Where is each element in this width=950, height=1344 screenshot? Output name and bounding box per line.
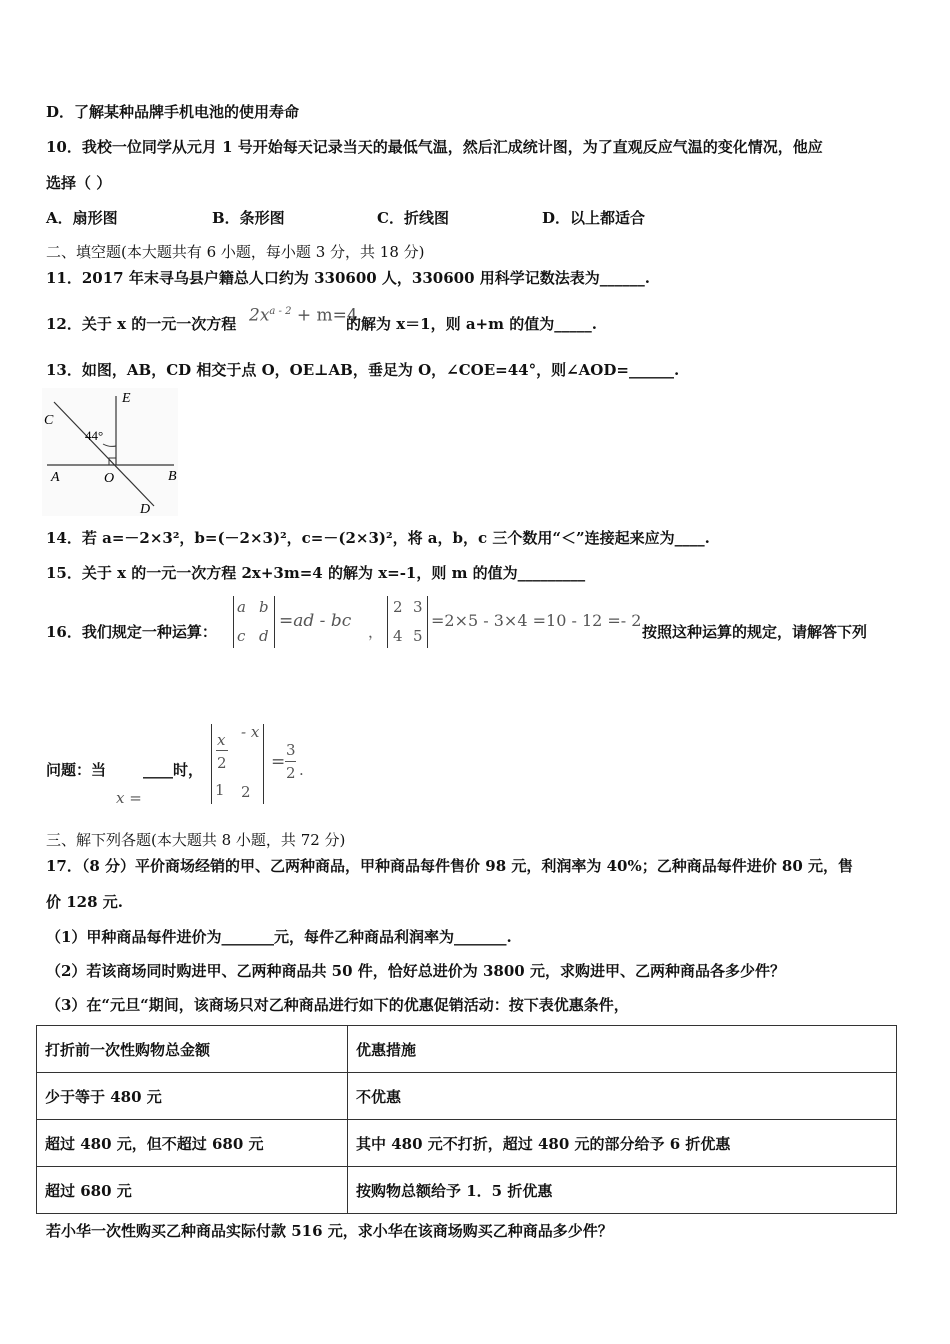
table-cell: 不优惠 bbox=[348, 1073, 897, 1120]
m1-a: a bbox=[237, 598, 246, 616]
table-cell: 超过 680 元 bbox=[37, 1167, 348, 1214]
label-c: C bbox=[44, 413, 54, 428]
q13-figure bbox=[42, 388, 178, 516]
q16-line2-pre: 问题：当 bbox=[46, 761, 107, 779]
q12-eq-base: 2x bbox=[249, 305, 270, 326]
m1-d: d bbox=[259, 627, 269, 645]
m3-den: 2 bbox=[286, 764, 296, 782]
q15: 15．关于 x 的一元一次方程 2x+3m=4 的解为 x=-1，则 m 的值为_________ bbox=[46, 564, 586, 582]
q12-eq-rest: + m=4 bbox=[291, 305, 358, 326]
table-row bbox=[37, 1120, 897, 1167]
m3-two: 2 bbox=[217, 754, 227, 772]
q16-blank: ____时， bbox=[143, 761, 204, 779]
q10-option-c: C．折线图 bbox=[377, 209, 449, 227]
q17-stem-line2: 价 128 元. bbox=[46, 893, 123, 911]
q14: 14．若 a=－2×3²，b=(－2×3)²，c=－(2×3)²，将 a，b，c 三个数用“＜”连接起来应为____. bbox=[46, 529, 710, 547]
table-cell: 超过 480 元，但不超过 680 元 bbox=[37, 1120, 348, 1167]
m3-num: 3 bbox=[286, 741, 296, 759]
m3-two2: 2 bbox=[241, 783, 251, 801]
m2-c: 4 bbox=[393, 627, 403, 645]
q16-post: 按照这种运算的规定，请解答下列 bbox=[642, 623, 868, 641]
table-cell: 少于等于 480 元 bbox=[37, 1073, 348, 1120]
q10-option-d: D．以上都适合 bbox=[542, 209, 646, 227]
table-row bbox=[37, 1026, 897, 1073]
q12-post: 的解为 x＝1，则 a+m 的值为_____. bbox=[346, 315, 597, 333]
q16-pre: 16．我们规定一种运算： bbox=[46, 623, 217, 641]
q16-x-eq: x = bbox=[116, 789, 142, 807]
m3-eq: = bbox=[271, 752, 286, 772]
q17-part3: （3）在“元旦“期间，该商场只对乙种商品进行如下的优惠促销活动：按下表优惠条件， bbox=[46, 996, 629, 1014]
label-d: D bbox=[140, 502, 151, 516]
label-a: A bbox=[51, 470, 60, 485]
label-o: O bbox=[104, 471, 115, 486]
label-b: B bbox=[168, 469, 177, 484]
m1-rhs: =ad - bc bbox=[279, 611, 352, 631]
label-e: E bbox=[122, 391, 131, 406]
q11: 11．2017 年末寻乌县户籍总人口约为 330600 人，330600 用科学记数法表为______. bbox=[46, 269, 650, 287]
q10-stem-line1: 10．我校一位同学从元月 1 号开始每天记录当天的最低气温，然后汇成统计图，为了直观反应气温的变化情况，他应 bbox=[46, 138, 823, 156]
q12-eq-exponent: a - 2 bbox=[269, 306, 292, 317]
q10-option-a: A．扇形图 bbox=[46, 209, 118, 227]
discount-table bbox=[36, 1025, 897, 1214]
q12-pre: 12．关于 x 的一元一次方程 bbox=[46, 315, 237, 333]
m1-c: c bbox=[237, 627, 246, 645]
section-2-heading: 二、填空题(本大题共有 6 小题，每小题 3 分，共 18 分) bbox=[46, 243, 425, 261]
m3-negx: - x bbox=[241, 723, 260, 741]
q17-final: 若小华一次性购买乙种商品实际付款 516 元，求小华在该商场购买乙种商品多少件？ bbox=[46, 1222, 613, 1240]
q12-equation bbox=[249, 302, 358, 326]
m2-a: 2 bbox=[393, 598, 403, 616]
q17-part1: （1）甲种商品每件进价为_______元，每件乙种商品利润率为_______. bbox=[46, 928, 512, 946]
m3-x: x bbox=[217, 731, 226, 749]
q10-option-b: B．条形图 bbox=[212, 209, 285, 227]
m3-one: 1 bbox=[215, 781, 225, 799]
m1-b: b bbox=[259, 598, 269, 616]
m2-b: 3 bbox=[413, 598, 423, 616]
table-row bbox=[37, 1167, 897, 1214]
table-header-cell: 打折前一次性购物总金额 bbox=[37, 1026, 348, 1073]
q9-option-d: D．了解某种品牌手机电池的使用寿命 bbox=[46, 103, 300, 121]
m2-d: 5 bbox=[413, 627, 423, 645]
table-header-cell: 优惠措施 bbox=[348, 1026, 897, 1073]
table-cell: 按购物总额给予 1．5 折优惠 bbox=[348, 1167, 897, 1214]
table-cell: 其中 480 元不打折，超过 480 元的部分给予 6 折优惠 bbox=[348, 1120, 897, 1167]
q13-stem: 13．如图，AB，CD 相交于点 O，OE⊥AB，垂足为 O，∠COE=44°，则∠AOD=______. bbox=[46, 361, 680, 379]
q10-stem-line2: 选择（ ） bbox=[46, 174, 112, 192]
section-3-heading: 三、解下列各题(本大题共 8 小题，共 72 分) bbox=[46, 831, 346, 849]
table-row bbox=[37, 1073, 897, 1120]
m2-rhs: =2×5 - 3×4 =10 - 12 =- 2 bbox=[431, 611, 642, 630]
m3-dot: . bbox=[299, 761, 304, 779]
q17-stem-line1: 17．（8 分）平价商场经销的甲、乙两种商品，甲种商品每件售价 98 元，利润率为 40%；乙种商品每件进价 80 元，售 bbox=[46, 857, 854, 875]
label-angle: 44° bbox=[85, 428, 104, 443]
q17-part2: （2）若该商场同时购进甲、乙两种商品共 50 件，恰好总进价为 3800 元，求购进甲、乙两种商品各多少件？ bbox=[46, 962, 785, 980]
q16-sep: ， bbox=[368, 623, 384, 641]
